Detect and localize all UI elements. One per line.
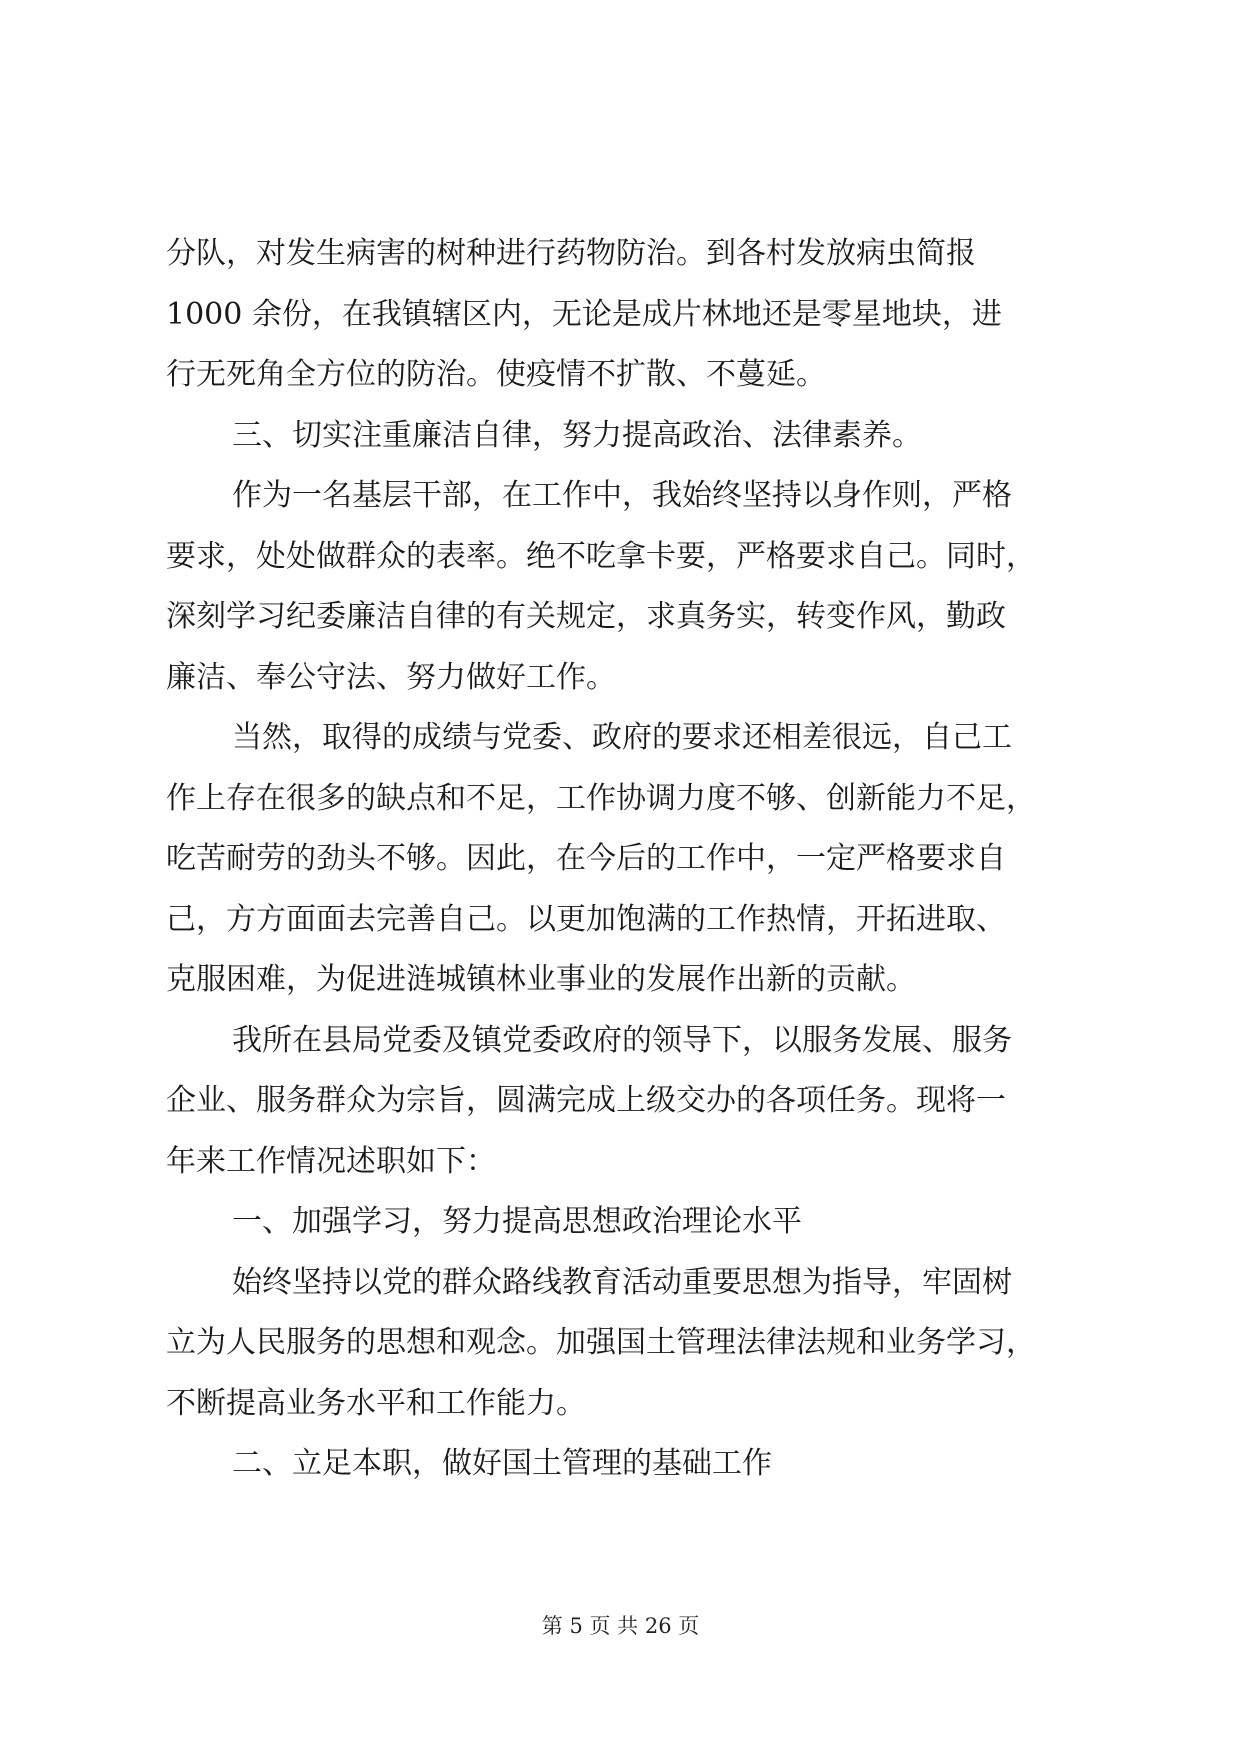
page-number-footer: 第 5 页 共 26 页 [541, 1614, 700, 1638]
text-line: 要求，处处做群众的表率。绝不吃拿卡要，严格要求自己。同时， [166, 538, 1036, 574]
text-line: 立为人民服务的思想和观念。加强国土管理法律法规和业务学习， [166, 1325, 1036, 1360]
text-line: 我所在县局党委及镇党委政府的领导下，以服务发展、服务 [232, 1022, 1012, 1058]
text-line: 当然，取得的成绩与党委、政府的要求还相差很远，自己工 [232, 720, 1012, 755]
text-line: 分队，对发生病害的树种进行药物防治。到各村发放病虫简报 [166, 236, 976, 271]
text-line: 年来工作情况述职如下： [166, 1143, 496, 1179]
text-line: 深刻学习纪委廉洁自律的有关规定，求真务实，转变作风，勤政 [166, 599, 1006, 634]
text-line: 己，方方面面去完善自己。以更加饱满的工作热情，开拓进取、 [166, 901, 1006, 937]
text-line: 作为一名基层干部，在工作中，我始终坚持以身作则，严格 [232, 478, 1012, 513]
section-heading: 一、加强学习，努力提高思想政治理论水平 [232, 1204, 802, 1239]
text-line: 作上存在很多的缺点和不足，工作协调力度不够、创新能力不足， [166, 780, 1036, 816]
text-line: 企业、服务群众为宗旨，圆满完成上级交办的各项任务。现将一 [166, 1083, 1006, 1118]
text-line: 吃苦耐劳的劲头不够。因此，在今后的工作中，一定严格要求自 [166, 841, 1006, 876]
text-line: 不断提高业务水平和工作能力。 [166, 1385, 586, 1421]
text-line: 1000 余份，在我镇辖区内，无论是成片林地还是零星地块，进 [166, 296, 1002, 332]
text-line: 廉洁、奉公守法、努力做好工作。 [166, 659, 616, 695]
text-line: 始终坚持以党的群众路线教育活动重要思想为指导，牢固树 [232, 1264, 1012, 1300]
text-line: 行无死角全方位的防治。使疫情不扩散、不蔓延。 [166, 357, 826, 392]
text-line: 克服困难，为促进涟城镇林业事业的发展作出新的贡献。 [166, 962, 916, 997]
section-heading: 二、立足本职，做好国土管理的基础工作 [232, 1446, 772, 1481]
document-body [166, 224, 1076, 1495]
section-heading: 三、切实注重廉洁自律，努力提高政治、法律素养。 [232, 417, 922, 453]
